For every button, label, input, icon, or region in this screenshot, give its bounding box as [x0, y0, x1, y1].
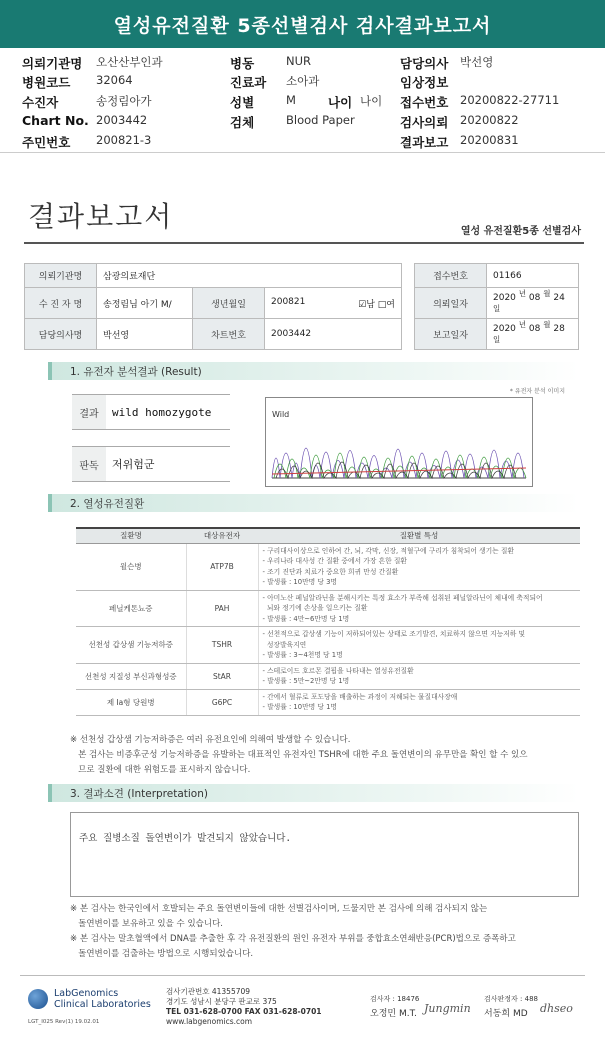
table-row [25, 288, 579, 319]
document-title: 열성유전질환 5종선별검사 검사결과보고서 [113, 14, 492, 37]
table-cell [265, 288, 402, 319]
address-line: TEL 031-628-0700 FAX 031-628-0701 [166, 1007, 322, 1016]
info-label: 의뢰기관명 [22, 56, 83, 71]
table-cell: 2003442 [265, 319, 402, 350]
info-label: 검체 [230, 115, 255, 130]
disease-name: 제 Ia형 당원병 [76, 689, 186, 715]
table-row [76, 590, 580, 627]
result-label: 결과 [72, 395, 106, 429]
sequencing-chromatogram [265, 397, 533, 487]
info-label: 접수번호 [400, 95, 449, 110]
feature-line: - 발생률 : 10만명 당 1명 [262, 703, 337, 711]
info-value: 송정림아가 [96, 94, 152, 108]
company-logo [28, 988, 151, 1010]
target-gene: PAH [186, 590, 258, 627]
address-line: 검사기관번호 41355709 [166, 987, 251, 996]
logo-line1: LabGenomics [54, 988, 119, 999]
table-row [25, 264, 579, 288]
logo-mark-icon [28, 989, 48, 1009]
info-row [22, 93, 597, 113]
feature-line: - 발생률 : 5만~2만명 당 1명 [262, 677, 350, 685]
table-cell: 삼광의료재단 [97, 264, 402, 288]
table-cell: 박선영 [97, 319, 193, 350]
unit-month: 월 [543, 289, 551, 298]
chromatogram-label: Wild [272, 410, 290, 419]
target-gene: G6PC [186, 689, 258, 715]
date-day: 28 [553, 324, 565, 334]
table-header-cell: 생년월일 [193, 288, 265, 319]
footnote-line: ※ 선천성 갑상샘 기능저하증은 여러 유전요인에 의해여 발생할 수 있습니다. [70, 735, 351, 745]
disease-table [76, 527, 580, 716]
judgement-value: 저위험군 [112, 458, 155, 471]
footnote-line: ※ 본 검사는 한국인에서 호발되는 주요 돌연변이들에 대한 선별검사이며, 드물지만 본 검사에 의해 검사되지 않는 [70, 904, 488, 914]
judgement-label: 판독 [72, 447, 106, 481]
disease-features [258, 689, 580, 715]
footnote-line: 본 검사는 비증후군성 기능저하증을 유발하는 대표적인 유전자인 TSHR에 대한 주요 돌연변이의 유무만을 확인 할 수 있으 [70, 750, 528, 760]
info-value: 20200831 [460, 133, 519, 147]
unit-month: 월 [543, 320, 551, 329]
reviewer-name: 서동희 MD [484, 1009, 528, 1019]
info-label: 담당의사 [400, 56, 449, 71]
info-label: Chart No. [22, 113, 89, 128]
section-header-diseases: 2. 열성유전질환 [48, 494, 579, 512]
feature-line: - 아미노산 페닐알라닌을 분해시키는 특정 효소가 부족해 섭취된 페닐알라닌이 체내에 축적되어 [262, 593, 543, 602]
info-label: 주민번호 [22, 135, 71, 150]
info-value: 20200822-27711 [460, 93, 560, 107]
info-label: 결과보고 [400, 135, 449, 150]
info-value: M [286, 93, 296, 107]
reviewer-label: 검사판정자 : 488 [484, 995, 538, 1003]
info-value: 200821-3 [96, 133, 152, 147]
age-value: 나이 [360, 94, 383, 108]
address-line: www.labgenomics.com [166, 1017, 253, 1026]
table-row [25, 319, 579, 350]
unit-day: 일 [493, 304, 501, 313]
target-gene: StAR [186, 663, 258, 689]
table-row [76, 543, 580, 590]
info-label: 병원코드 [22, 75, 71, 90]
date-month: 08 [528, 324, 541, 334]
examiner-label: 검사자 : 18476 [370, 995, 420, 1003]
feature-line: 뇌와 정기에 손상을 일으키는 질환 [262, 604, 368, 612]
info-label: 진료과 [230, 75, 267, 90]
disease-features [258, 590, 580, 627]
disease-features [258, 543, 580, 590]
document-title-bar [0, 0, 605, 48]
feature-line: - 스테로이드 호르몬 결핍을 나타내는 열성유전질환 [262, 666, 414, 675]
address-line: 경기도 성남시 분당구 판교로 375 [166, 997, 277, 1006]
section-header-result: 1. 유전자 분석결과 (Result) [48, 362, 579, 380]
info-label: 성별 [230, 95, 255, 110]
disease-name: 윌슨병 [76, 543, 186, 590]
logo-line2: Clinical Laboratories [54, 999, 151, 1010]
lab-address [166, 987, 322, 1027]
date-year: 2020 [493, 324, 516, 334]
table-header-cell: 의뢰기관명 [25, 264, 97, 288]
column-header: 질환명 [76, 528, 186, 543]
examiner-signature: Jungmin [424, 1002, 471, 1015]
table-row [76, 689, 580, 715]
examiner-name: 오정민 M.T. [370, 1009, 417, 1019]
table-header-cell: 차트번호 [193, 319, 265, 350]
table-cell: 01166 [487, 264, 579, 288]
disease-features [258, 627, 580, 664]
table-row [76, 663, 580, 689]
judgement-box [72, 446, 230, 482]
feature-line: - 우리나라 대사성 간 질환 중에서 가장 흔한 질환 [262, 557, 407, 565]
info-row [22, 54, 597, 74]
disease-name: 페닐케톤뇨증 [76, 590, 186, 627]
info-label: 임상정보 [400, 75, 449, 90]
birthdate-value: 200821 [271, 296, 306, 307]
footnote-line: 돌연변이를 보유하고 있을 수 있습니다. [70, 919, 223, 929]
patient-info-table [24, 263, 579, 350]
info-value: 20200822 [460, 113, 519, 127]
reviewer-signature: dhseo [540, 1002, 573, 1015]
unit-year: 년 [518, 289, 527, 298]
table-header-cell: 의뢰일자 [415, 288, 487, 319]
info-label: 병동 [230, 56, 255, 71]
table-header-cell: 보고일자 [415, 319, 487, 350]
tshr-footnote [70, 733, 560, 778]
disease-features [258, 663, 580, 689]
info-row [22, 133, 597, 153]
column-header: 질환별 특성 [258, 528, 580, 543]
feature-line: - 선천적으로 갑상샘 기능이 저하되어있는 상태로 조기발견, 치료하지 않으면 지능저하 및 [262, 630, 526, 638]
target-gene: ATP7B [186, 543, 258, 590]
image-note: * 유전자 분석 이미지 [509, 388, 565, 395]
table-cell [487, 319, 579, 350]
date-year: 2020 [493, 293, 516, 303]
info-label: 수진자 [22, 95, 59, 110]
feature-line: - 구리대사이상으로 인하여 간, 뇌, 각막, 신장, 적혈구에 구리가 침착되어 생기는 질환 [262, 546, 515, 555]
feature-line: - 발생률 : 10만명 당 3명 [262, 578, 337, 586]
interpretation-box: 주요 질병소질 돌연변이가 발견되지 않았습니다. [70, 812, 579, 897]
disease-name: 선천성 갑상샘 기능저하증 [76, 627, 186, 664]
table-cell: 송정림님 아기 M/ [97, 288, 193, 319]
info-value: NUR [286, 54, 312, 68]
date-day: 24 [553, 293, 565, 303]
table-row [76, 627, 580, 664]
section-divider [0, 152, 605, 153]
info-value: 32064 [96, 73, 133, 87]
info-row [22, 113, 597, 133]
method-footnote [70, 902, 560, 962]
column-header: 대상유전자 [186, 528, 258, 543]
info-label: 검사의뢰 [400, 115, 449, 130]
feature-line: - 간에서 혈류로 포도당을 배출하는 과정이 저해되는 물질대사장애 [262, 692, 458, 701]
table-header-row [76, 528, 580, 543]
table-header-cell: 담당의사명 [25, 319, 97, 350]
age-label: 나이 [328, 95, 353, 110]
info-value: 박선영 [460, 55, 494, 69]
footnote-line: 므로 질환에 대한 위험도를 표시하지 않습니다. [70, 765, 251, 775]
unit-year: 년 [518, 320, 527, 329]
unit-day: 일 [493, 335, 501, 344]
footnote-line: 돌연변이를 검출하는 방법으로 시행되었습니다. [70, 949, 254, 959]
result-value: wild homozygote [112, 405, 212, 419]
date-month: 08 [528, 293, 541, 303]
result-box [72, 394, 230, 430]
disease-name: 선천성 지질성 부신과형성증 [76, 663, 186, 689]
report-subtitle: 열성 유전질환5종 선별검사 [460, 226, 581, 237]
target-gene: TSHR [186, 627, 258, 664]
table-header-cell: 수 진 자 명 [25, 288, 97, 319]
report-title-underline [24, 242, 584, 244]
table-cell [487, 288, 579, 319]
report-title: 결과보고서 [28, 200, 174, 233]
feature-line: - 발생률 : 3~4천명 당 1명 [262, 651, 343, 659]
info-value: 오산산부인과 [96, 55, 163, 69]
info-row [22, 73, 597, 93]
section-header-interpretation: 3. 결과소견 (Interpretation) [48, 784, 579, 802]
table-header-cell: 접수번호 [415, 264, 487, 288]
feature-line: - 발생률 : 4만~6만명 당 1명 [262, 614, 350, 623]
info-value: 2003442 [96, 113, 148, 127]
form-code: LGT_I025 Rev(1) 19.02.01 [28, 1019, 100, 1025]
footnote-line: ※ 본 검사는 말초혈액에서 DNA를 추출한 후 각 유전질환의 원인 유전자 부위를 중합효소연쇄반응(PCR)법으로 증폭하고 [70, 934, 516, 944]
chromatogram-trace [266, 398, 532, 486]
footer-divider [20, 975, 585, 976]
sex-checkbox: ☑남 □여 [358, 299, 395, 310]
feature-line: 성장발육지연 [262, 640, 307, 649]
info-value: Blood Paper [286, 113, 355, 127]
feature-line: - 조기 진단과 치료가 중요한 희귀 만성 간질환 [262, 567, 399, 576]
info-value: 소아과 [286, 74, 320, 88]
